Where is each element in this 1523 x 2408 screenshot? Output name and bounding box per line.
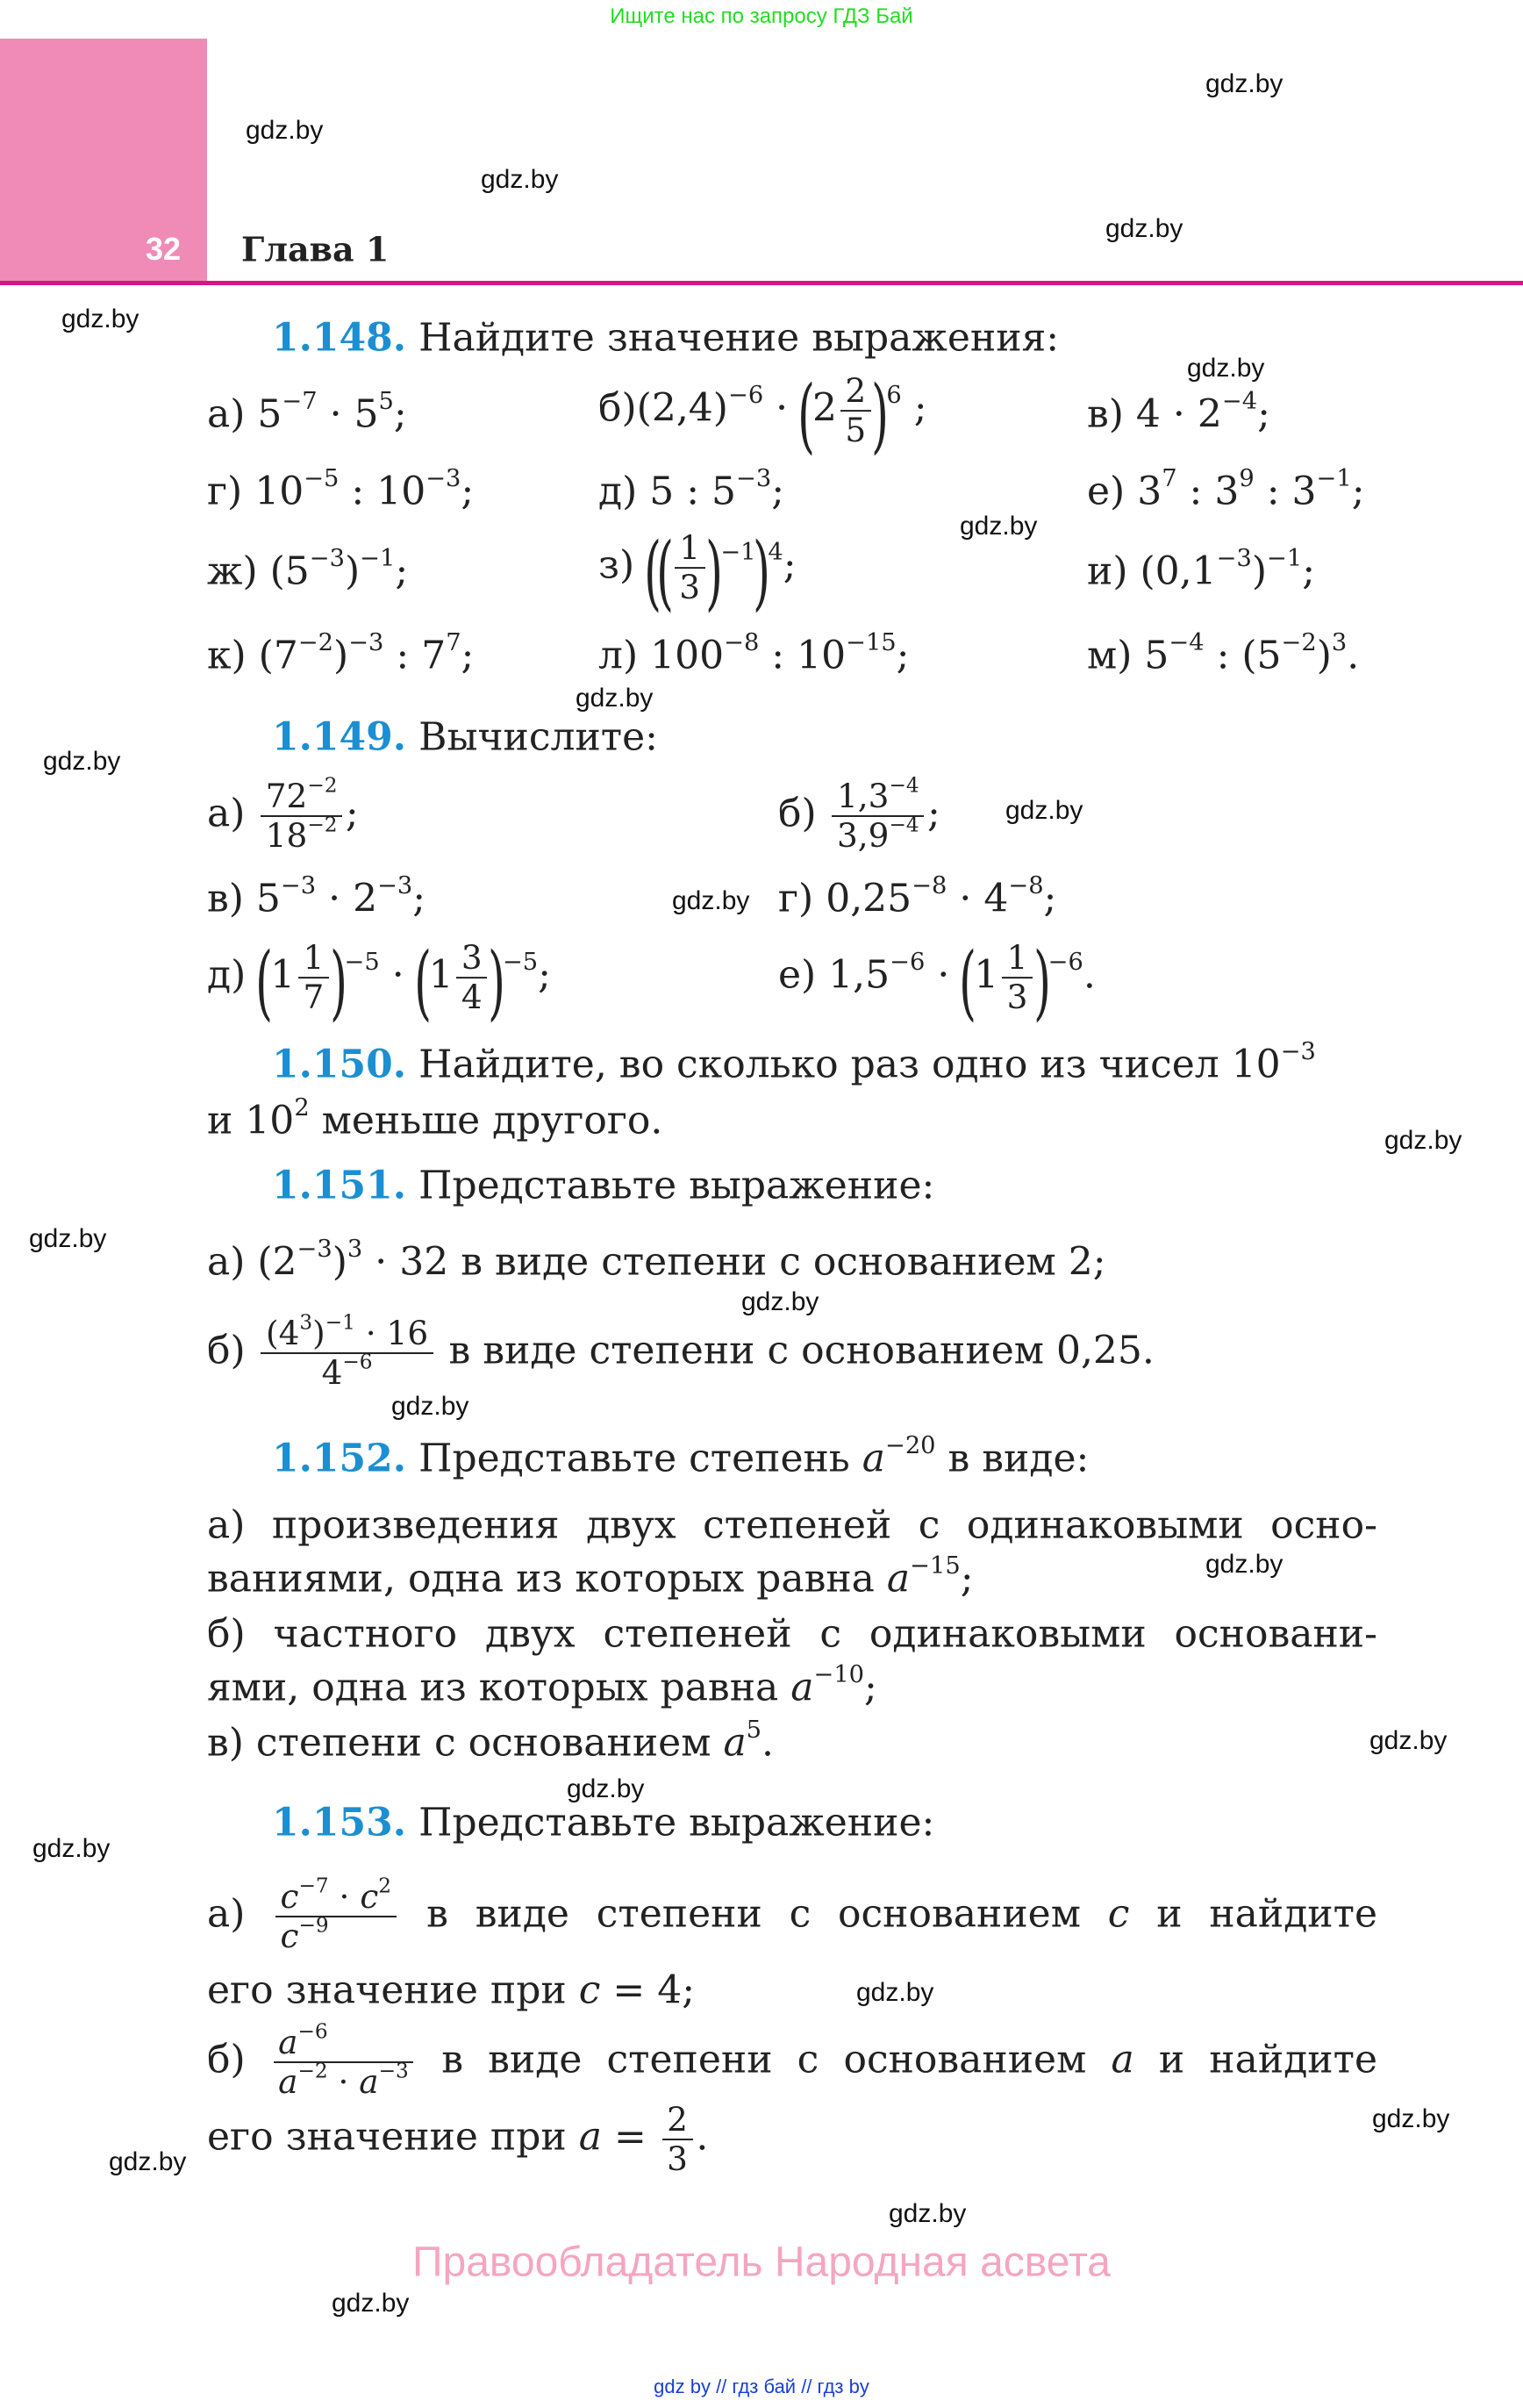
fraction — [261, 773, 342, 855]
math-text: б) — [778, 791, 829, 836]
math-text: и найдите — [1133, 2037, 1377, 2082]
numerator — [456, 939, 487, 978]
footer-links[interactable]: gdz by // гдз бай // гдз by — [654, 2376, 869, 2397]
math-text: 2 — [667, 2099, 688, 2139]
exponent: −9 — [298, 1913, 329, 1938]
numerator — [662, 2101, 693, 2140]
math-text: в) 4 · 2 — [1087, 391, 1222, 437]
exponent: −1 — [1267, 545, 1303, 573]
numerator — [1002, 939, 1033, 978]
math-text: ; — [1257, 391, 1270, 437]
item-d — [207, 935, 551, 1030]
exponent: −1 — [325, 1310, 355, 1335]
header-rule — [0, 281, 1523, 285]
math-text: ) — [332, 1239, 347, 1285]
exponent: −15 — [910, 1552, 961, 1580]
item-b — [207, 1310, 1155, 1392]
variable: c — [280, 1876, 299, 1916]
parenthesis: ) — [488, 935, 505, 1030]
math-text: и 10 — [207, 1098, 295, 1143]
math-text: д) — [207, 952, 259, 998]
item-e — [778, 935, 1096, 1030]
item-b — [778, 773, 940, 855]
math-text: ) — [1316, 633, 1332, 678]
math-text: д) 5 : 5 — [598, 469, 737, 514]
exponent: −3 — [736, 465, 772, 493]
exponent: 9 — [1239, 465, 1255, 493]
math-text: ; — [1043, 876, 1057, 921]
exercise-number: 1.153. — [272, 1800, 407, 1845]
exponent: 7 — [446, 629, 461, 657]
math-text: ; — [901, 385, 927, 431]
exponent: −2 — [307, 773, 338, 798]
exponent: −5 — [502, 949, 539, 977]
exercise-title: Найдите значение выражения: — [418, 315, 1060, 361]
watermark: gdz.by — [1205, 1550, 1283, 1579]
math-text: ) — [333, 633, 349, 678]
exponent: −6 — [890, 949, 926, 977]
exponent: −7 — [298, 1874, 329, 1898]
math-text: 18 — [265, 816, 308, 855]
denominator — [298, 978, 329, 1016]
math-text: в виде: — [935, 1436, 1090, 1481]
variable: c — [578, 1967, 601, 2013]
exponent: 3 — [299, 1310, 313, 1335]
math-text: · 5 — [317, 391, 379, 437]
chapter-title: Глава 1 — [241, 229, 390, 269]
variable: a — [578, 2114, 602, 2160]
denominator — [675, 569, 705, 606]
parenthesis: ) — [1033, 935, 1051, 1030]
parenthesis: ( — [656, 525, 674, 620]
watermark: gdz.by — [1372, 2104, 1450, 2133]
math-text: : 3 — [1176, 469, 1240, 514]
parenthesis: ( — [959, 935, 977, 1030]
exercise-text — [418, 1038, 1316, 1087]
exponent: −3 — [1216, 545, 1252, 573]
math-text: 1 — [679, 528, 701, 568]
variable: a — [1111, 2037, 1134, 2082]
exponent: −6 — [1048, 949, 1083, 977]
exponent: −4 — [889, 773, 919, 798]
watermark: gdz.by — [1384, 1126, 1462, 1155]
item-a — [207, 1874, 1377, 1955]
exponent: 5 — [746, 1716, 762, 1745]
watermark: gdz.by — [576, 684, 654, 713]
exponent: −6 — [297, 2019, 328, 2044]
math-text: 3 — [679, 568, 701, 607]
exponent: −3 — [280, 872, 317, 900]
math-text: ваниями, одна из которых равна — [207, 1556, 887, 1602]
watermark: gdz.by — [29, 1224, 107, 1253]
exponent: −6 — [342, 1350, 373, 1374]
watermark: gdz.by — [32, 1834, 111, 1863]
watermark: gdz.by — [672, 886, 750, 915]
watermark: gdz.by — [741, 1287, 819, 1316]
math-text: ; — [395, 548, 409, 594]
numerator — [298, 939, 329, 978]
text-line — [207, 1503, 1377, 1548]
watermark: gdz.by — [1005, 796, 1083, 825]
denominator — [832, 813, 924, 855]
math-text: · 32 в виде степени с основанием 2; — [362, 1239, 1106, 1285]
numerator — [261, 773, 342, 817]
math-text: 2 — [845, 371, 867, 411]
math-text: · — [925, 952, 962, 998]
exponent: 7 — [1162, 465, 1177, 493]
exponent: −3 — [1280, 1038, 1316, 1066]
item-d — [598, 465, 785, 514]
math-text: а) 5 — [207, 391, 282, 437]
exponent: 4 — [768, 539, 783, 567]
math-text: а) (2 — [207, 1239, 297, 1285]
math-text: Представьте степень — [418, 1436, 862, 1481]
item-a — [207, 773, 359, 855]
math-text: Найдите, во сколько раз одно из чисел 10 — [418, 1042, 1281, 1087]
fraction — [832, 773, 924, 855]
math-text: б)(2,4) — [598, 385, 728, 431]
math-text: ; — [461, 469, 475, 514]
parenthesis: ( — [797, 368, 815, 463]
math-text: ; — [896, 633, 910, 678]
math-text: его значение при — [207, 2114, 579, 2160]
exercise-title — [418, 1432, 1090, 1481]
math-text: л) 100 — [598, 633, 725, 678]
exercise-number: 1.151. — [272, 1163, 407, 1208]
math-text: г) 10 — [207, 469, 304, 514]
parenthesis: ) — [753, 525, 771, 620]
page-number: 32 — [146, 231, 182, 267]
fraction — [261, 1310, 433, 1392]
denominator — [274, 2059, 414, 2101]
math-text: б) — [207, 1328, 258, 1373]
exponent: −6 — [727, 382, 764, 410]
math-text: а) — [207, 791, 258, 836]
item-v — [207, 872, 426, 921]
math-text: ; — [412, 876, 426, 921]
exponent: −8 — [1008, 872, 1044, 900]
variable: a — [278, 2022, 298, 2061]
math-text: : 3 — [1254, 469, 1317, 514]
item-a — [207, 1236, 1106, 1285]
exponent: −2 — [307, 813, 338, 837]
math-text: в виде степени с основанием 0,25. — [436, 1328, 1155, 1373]
exponent: −2 — [297, 2059, 328, 2083]
exponent: −7 — [282, 388, 318, 416]
math-text: м) 5 — [1087, 633, 1169, 678]
exercise-number: 1.152. — [272, 1436, 407, 1481]
math-text: е) 3 — [1087, 469, 1162, 514]
math-text: · — [327, 2062, 360, 2101]
math-text: 3 — [1006, 978, 1028, 1017]
parenthesis: ) — [329, 935, 347, 1030]
text-line — [207, 1716, 775, 1766]
fraction — [1002, 939, 1033, 1016]
math-text: = — [601, 2114, 659, 2160]
exercise-number: 1.150. — [272, 1042, 407, 1087]
exponent: −3 — [425, 465, 461, 493]
exponent: −5 — [304, 465, 340, 493]
exponent: −8 — [912, 872, 947, 900]
math-text: в виде степени с основанием — [417, 2037, 1112, 2082]
watermark: gdz.by — [1187, 354, 1265, 383]
item-e — [1087, 465, 1365, 514]
denominator — [456, 978, 487, 1016]
math-text: его значение при — [207, 1967, 579, 2013]
math-text: · — [328, 1876, 361, 1916]
item-a — [207, 388, 407, 437]
copyright-notice: Правообладатель Народная асвета — [412, 2239, 1111, 2286]
math-text: в) степени с основанием — [207, 1720, 724, 1766]
item-m — [1087, 629, 1360, 678]
exercise-text-line — [207, 1094, 663, 1143]
exercise-title: Вычислите: — [418, 714, 659, 760]
math-text: · — [763, 385, 801, 431]
math-text: . — [1083, 952, 1096, 998]
exercise-1-149-heading — [272, 715, 658, 760]
item-zh — [207, 545, 409, 594]
item-l — [598, 629, 910, 678]
watermark: gdz.by — [391, 1392, 469, 1421]
exponent: 5 — [378, 388, 394, 416]
math-text: ) — [1251, 548, 1267, 594]
exponent: −15 — [846, 629, 897, 657]
parenthesis: ( — [644, 525, 662, 620]
exponent: −20 — [884, 1432, 936, 1460]
exponent: −5 — [344, 949, 380, 977]
math-text: ) — [312, 1313, 325, 1352]
exercise-1-148-heading — [272, 316, 1059, 361]
math-text: и найдите — [1129, 1891, 1377, 1937]
exercise-1-150-heading — [272, 1038, 1316, 1087]
math-text: 1,3 — [837, 776, 890, 815]
search-banner[interactable]: Ищите нас по запросу ГДЗ Бай — [610, 4, 913, 28]
math-text: в) 5 — [207, 876, 281, 921]
watermark: gdz.by — [481, 165, 559, 194]
parenthesis: ( — [413, 935, 432, 1030]
watermark: gdz.by — [889, 2199, 967, 2228]
exponent: −3 — [309, 545, 345, 573]
item-b — [598, 368, 927, 463]
fraction — [840, 372, 871, 449]
item-k — [207, 629, 475, 678]
fraction — [298, 939, 329, 1016]
exponent: −4 — [1221, 388, 1258, 416]
text-line — [207, 1968, 695, 2013]
math-text: к) (7 — [207, 633, 298, 678]
fraction — [662, 2101, 693, 2178]
exponent: −4 — [1169, 629, 1205, 657]
math-text: . — [1347, 633, 1360, 678]
math-text: е) 1,5 — [778, 952, 890, 998]
variable: c — [360, 1876, 379, 1916]
math-text: ; — [1351, 469, 1365, 514]
item-g — [778, 872, 1057, 921]
math-text: . — [696, 2114, 709, 2160]
math-text: и) (0,1 — [1087, 548, 1217, 594]
math-text: ; — [461, 633, 475, 678]
math-text: = 4; — [600, 1967, 696, 2013]
math-text: ; — [1302, 548, 1316, 594]
math-text: ; — [864, 1665, 877, 1710]
item-v — [1087, 388, 1270, 437]
math-text: 5 — [845, 411, 867, 450]
exponent: −3 — [377, 872, 413, 900]
math-text: . — [762, 1720, 775, 1766]
math-text: в виде степени с основанием — [399, 1891, 1108, 1937]
item-g — [207, 465, 475, 514]
fraction — [274, 2019, 414, 2101]
fraction — [675, 529, 705, 606]
math-text: г) 0,25 — [778, 876, 912, 921]
math-text: ; — [345, 791, 359, 836]
parenthesis: ) — [705, 525, 724, 620]
variable: a — [278, 2062, 298, 2101]
exponent: 6 — [886, 382, 902, 410]
math-text: 1 — [1006, 938, 1028, 978]
math-text: 72 — [265, 776, 308, 815]
exercise-1-153-heading — [272, 1801, 934, 1845]
exponent: 2 — [294, 1094, 310, 1122]
math-text: меньше другого. — [309, 1098, 663, 1143]
math-text: 3 — [667, 2139, 688, 2178]
math-text: 2 — [812, 385, 838, 431]
exponent: 3 — [347, 1236, 363, 1264]
item-b — [207, 2019, 1377, 2101]
denominator — [662, 2140, 693, 2178]
variable: a — [359, 2062, 379, 2101]
numerator — [274, 2019, 414, 2063]
math-text: 1 — [270, 952, 296, 998]
variable: a — [886, 1556, 911, 1602]
math-text: ; — [783, 542, 797, 588]
exercise-1-151-heading — [272, 1164, 934, 1208]
parenthesis: ) — [871, 368, 890, 463]
math-text: б) — [207, 2037, 270, 2082]
exponent: −8 — [724, 629, 760, 657]
math-text: 4 — [461, 978, 483, 1017]
math-text: 1 — [303, 938, 325, 978]
exercise-title: Представьте выражение: — [418, 1800, 935, 1845]
numerator — [832, 773, 924, 817]
text-line — [207, 1661, 877, 1710]
variable: a — [790, 1665, 814, 1710]
exponent: −1 — [720, 539, 756, 567]
denominator — [261, 813, 342, 855]
math-text: ; — [393, 391, 407, 437]
math-text: ж) (5 — [207, 548, 310, 594]
exponent: −2 — [1281, 629, 1317, 657]
math-text: (4 — [266, 1313, 300, 1352]
math-text: · 4 — [947, 876, 1009, 921]
math-text: ; — [926, 791, 940, 836]
watermark: gdz.by — [567, 1774, 645, 1803]
parenthesis: ( — [255, 935, 274, 1030]
numerator — [840, 372, 871, 412]
watermark: gdz.by — [332, 2289, 410, 2318]
math-text: 7 — [303, 978, 325, 1017]
exponent: −10 — [813, 1661, 865, 1689]
denominator — [275, 1913, 397, 1955]
watermark: gdz.by — [856, 1978, 934, 2007]
watermark: gdz.by — [246, 116, 324, 145]
numerator — [275, 1874, 397, 1917]
numerator — [675, 529, 705, 569]
watermark: gdz.by — [1369, 1726, 1448, 1755]
text-line — [207, 2101, 708, 2178]
exponent: −3 — [348, 629, 384, 657]
exponent: −2 — [297, 629, 334, 657]
exponent: −4 — [889, 813, 919, 837]
variable: c — [1107, 1891, 1130, 1937]
exponent: 2 — [378, 1874, 392, 1898]
exponent: −3 — [378, 2059, 409, 2083]
exponent: −1 — [360, 545, 396, 573]
math-text: · — [379, 952, 417, 998]
watermark: gdz.by — [1105, 214, 1183, 243]
variable: a — [723, 1720, 747, 1766]
math-text: 1 — [428, 952, 454, 998]
math-text: а) произведения двух степеней с одинаковыми осно- — [207, 1502, 1377, 1548]
exponent: −1 — [1316, 465, 1352, 493]
exercise-number: 1.149. — [272, 714, 407, 760]
exercise-number: 1.148. — [272, 315, 407, 361]
math-text: з) — [598, 542, 647, 588]
math-text: ; — [960, 1556, 974, 1602]
math-text: 3,9 — [837, 816, 890, 855]
math-text: · 16 — [354, 1313, 429, 1352]
watermark: gdz.by — [43, 747, 121, 776]
watermark: gdz.by — [960, 512, 1038, 541]
variable: a — [862, 1436, 885, 1481]
math-text: 1 — [974, 952, 999, 998]
math-text: ; — [771, 469, 785, 514]
math-text: 4 — [321, 1353, 343, 1392]
numerator — [261, 1310, 433, 1354]
denominator — [840, 412, 871, 449]
exponent: 3 — [1331, 629, 1348, 657]
fraction — [456, 939, 487, 1016]
item-i — [1087, 545, 1316, 594]
math-text: · 2 — [316, 876, 378, 921]
watermark: gdz.by — [109, 2147, 187, 2176]
exercise-1-152-heading — [272, 1432, 1090, 1481]
math-text: 3 — [461, 938, 483, 978]
math-text: : 7 — [383, 633, 447, 678]
math-text: : 10 — [759, 633, 847, 678]
exponent: −3 — [297, 1236, 332, 1264]
exercise-title: Представьте выражение: — [418, 1163, 935, 1208]
variable: c — [280, 1917, 299, 1955]
text-line — [207, 1612, 1377, 1657]
math-text: : 10 — [339, 469, 426, 514]
denominator — [1002, 978, 1033, 1016]
math-text: а) — [207, 1891, 273, 1937]
text-line — [207, 1552, 974, 1602]
watermark: gdz.by — [1205, 69, 1283, 98]
math-text: ями, одна из которых равна — [207, 1665, 791, 1710]
math-text: б) частного двух степеней с одинаковыми основани- — [207, 1611, 1377, 1657]
item-z — [598, 525, 797, 620]
math-text: ) — [345, 548, 361, 594]
fraction — [275, 1874, 397, 1955]
denominator — [261, 1350, 433, 1392]
watermark: gdz.by — [61, 305, 139, 333]
math-text: : (5 — [1204, 633, 1282, 678]
math-text: ; — [538, 952, 551, 998]
